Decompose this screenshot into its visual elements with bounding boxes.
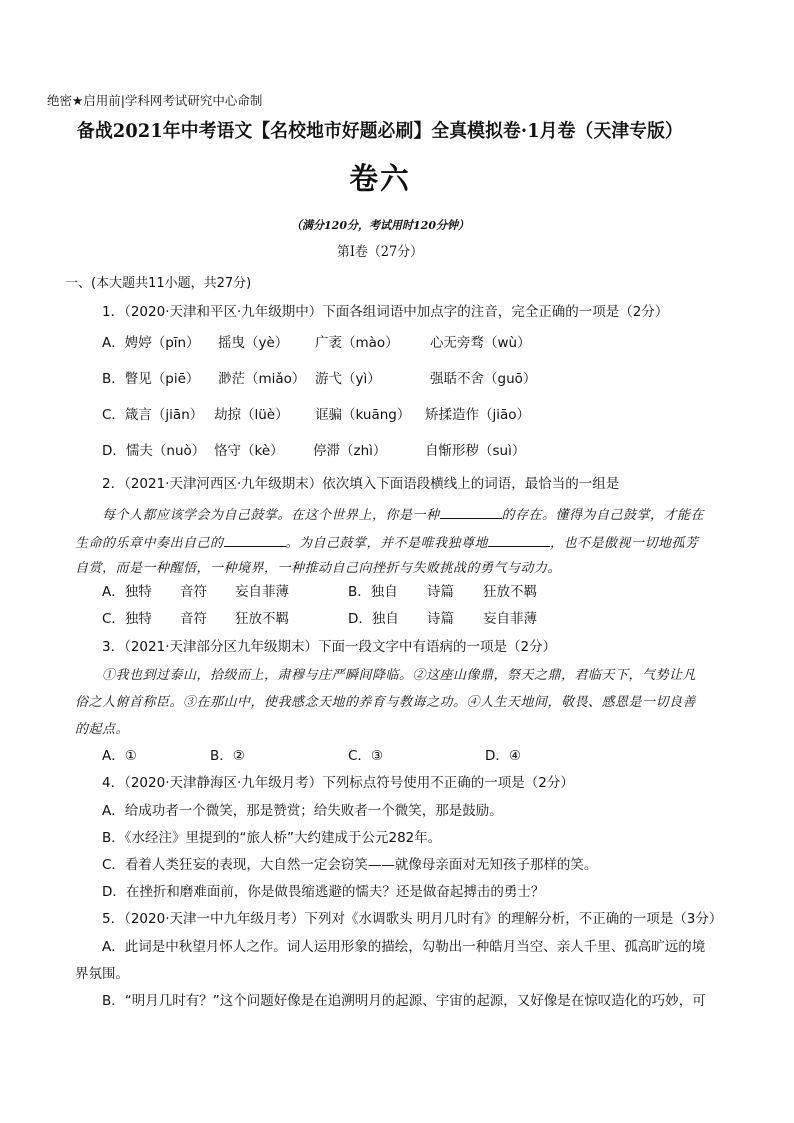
q2-passage-line-1 bbox=[102, 506, 704, 522]
fill-blank bbox=[488, 534, 550, 547]
q1-option-b-item: 游弋（yì） bbox=[315, 371, 381, 387]
q1-option-c-item: 劫掠（lüè） bbox=[214, 407, 289, 423]
q2-option-c-item: 狂放不羁 bbox=[235, 611, 289, 627]
q1-option-b-item: B．瞥见（piē） bbox=[102, 371, 200, 387]
q2-option-d-item: 妄自菲薄 bbox=[483, 611, 537, 627]
q1-option-d-item: 停滞（zhì） bbox=[313, 443, 387, 459]
q1-option-c-item: 诓骗（kuāng） bbox=[315, 407, 411, 423]
q1-option-d-item: 自惭形秽（suì） bbox=[425, 443, 526, 459]
section-heading: 一、(本大题共11小题，共27分) bbox=[65, 276, 252, 291]
question-2-stem: 2．（2021·天津河西区·九年级期末）依次填入下面语段横线上的词语，最恰当的一组是 bbox=[102, 476, 620, 492]
q1-option-a-item: 广袤（mào） bbox=[315, 335, 399, 351]
q4-option-b: B．《水经注》里提到的“旅人桥”大约建成于公元282年。 bbox=[102, 830, 442, 846]
confidential-note: 绝密★启用前|学科网考试研究中心命制 bbox=[47, 93, 263, 108]
q3-passage-line-1: ①我也到过泰山，拾级而上，肃穆与庄严瞬间降临。②这座山像鼎，祭天之鼎，君临天下，气势让凡 bbox=[102, 668, 697, 683]
q2-passage-text: 生命的乐章中奏出自己的 bbox=[75, 536, 224, 551]
fill-blank bbox=[224, 534, 286, 547]
q3-option-d: D．④ bbox=[485, 748, 521, 764]
q2-passage-line-3: 自赏，而是一种醒悟，一种境界，一种推动自己向挫折与失败挑战的勇气与动力。 bbox=[75, 561, 562, 576]
q2-option-a-item: 音符 bbox=[180, 584, 207, 600]
fill-blank bbox=[440, 506, 502, 519]
q2-passage-text: ，也不是傲视一切地孤芳 bbox=[550, 536, 699, 551]
q3-option-a: A．① bbox=[102, 748, 137, 764]
q3-option-b: B．② bbox=[210, 748, 245, 764]
q4-option-a: A．给成功者一个微笑，那是赞赏；给失败者一个微笑，那是鼓励。 bbox=[102, 803, 503, 819]
q1-option-a-item: 摇曳（yè） bbox=[218, 335, 289, 351]
q2-option-b-item: B．独自 bbox=[348, 584, 398, 600]
paper-title: 卷六 bbox=[349, 162, 411, 197]
exam-title: 备战2021年中考语文【名校地市好题必刷】全真模拟卷·1月卷（天津专版） bbox=[77, 121, 683, 142]
q2-option-c-item: C．独特 bbox=[102, 611, 152, 627]
score-note: （满分120分，考试用时120分钟） bbox=[290, 218, 470, 232]
q1-option-b-item: 渺茫（miǎo） bbox=[218, 371, 306, 387]
q2-option-a-item: 妄自菲薄 bbox=[235, 584, 289, 600]
section-title: 第Ⅰ卷（27分） bbox=[336, 244, 424, 260]
q3-passage-line-3: 的起点。 bbox=[75, 722, 130, 737]
q1-option-c-item: 矫揉造作（jiāo） bbox=[425, 407, 531, 423]
q5-option-b-line-1: B．“明月几时有？”这个问题好像是在追溯明月的起源、宇宙的起源，又好像是在惊叹造化的巧妙，可 bbox=[102, 993, 706, 1009]
q2-option-c-item: 音符 bbox=[180, 611, 207, 627]
q2-option-d-item: 诗篇 bbox=[427, 611, 454, 627]
q2-option-a-item: A．独特 bbox=[102, 584, 152, 600]
q3-passage-line-2: 俗之人俯首称臣。③在那山中，使我感念天地的养育与教诲之功。④人生天地间，敬畏、感恩是一切良善 bbox=[75, 695, 697, 710]
question-1-stem: 1．（2020·天津和平区·九年级期中）下面各组词语中加点字的注音，完全正确的一项是（2分） bbox=[102, 304, 669, 320]
q2-option-b-item: 狂放不羁 bbox=[483, 584, 537, 600]
q1-option-b-item: 强聒不舍（guō） bbox=[430, 371, 537, 387]
q5-option-a-line-2: 界氛围。 bbox=[75, 966, 129, 982]
q3-option-c: C．③ bbox=[348, 748, 384, 764]
q1-option-a-item: 心无旁骛（wù） bbox=[430, 335, 531, 351]
q4-option-c: C．看着人类狂妄的表现，大自然一定会窃笑——就像母亲面对无知孩子那样的笑。 bbox=[102, 857, 598, 873]
q2-passage-text: 的存在。懂得为自己鼓掌，才能在 bbox=[501, 508, 705, 523]
q2-option-b-item: 诗篇 bbox=[427, 584, 454, 600]
q1-option-d-item: 恪守（kè） bbox=[214, 443, 284, 459]
q4-option-d: D．在挫折和磨难面前，你是做畏缩逃避的懦夫？还是做奋起搏击的勇士？ bbox=[102, 884, 545, 900]
q2-passage-text: 每个人都应该学会为自己鼓掌。在这个世界上，你是一种 bbox=[102, 508, 440, 523]
q2-option-d-item: D．独自 bbox=[348, 611, 399, 627]
question-4-stem: 4．（2020·天津静海区·九年级月考）下列标点符号使用不正确的一项是（2分） bbox=[102, 775, 574, 791]
q2-passage-text: 。为自己鼓掌，并不是唯我独尊地 bbox=[285, 536, 489, 551]
question-5-stem: 5．（2020·天津一中九年级月考）下列对《水调歌头 明月几时有》的理解分析，不正确的一项是（3分） bbox=[102, 911, 723, 927]
question-3-stem: 3．（2021·天津部分区九年级期末）下面一段文字中有语病的一项是（2分） bbox=[102, 639, 557, 655]
q2-passage-line-2 bbox=[75, 534, 699, 550]
q5-option-a-line-1: A．此词是中秋望月怀人之作。词人运用形象的描绘，勾勒出一种皓月当空、亲人千里、孤高旷远的境 bbox=[102, 939, 706, 955]
q1-option-c-item: C．箴言（jiān） bbox=[102, 407, 204, 423]
q1-option-d-item: D．懦夫（nuò） bbox=[102, 443, 206, 459]
q1-option-a-item: A．娉婷（pīn） bbox=[102, 335, 200, 351]
